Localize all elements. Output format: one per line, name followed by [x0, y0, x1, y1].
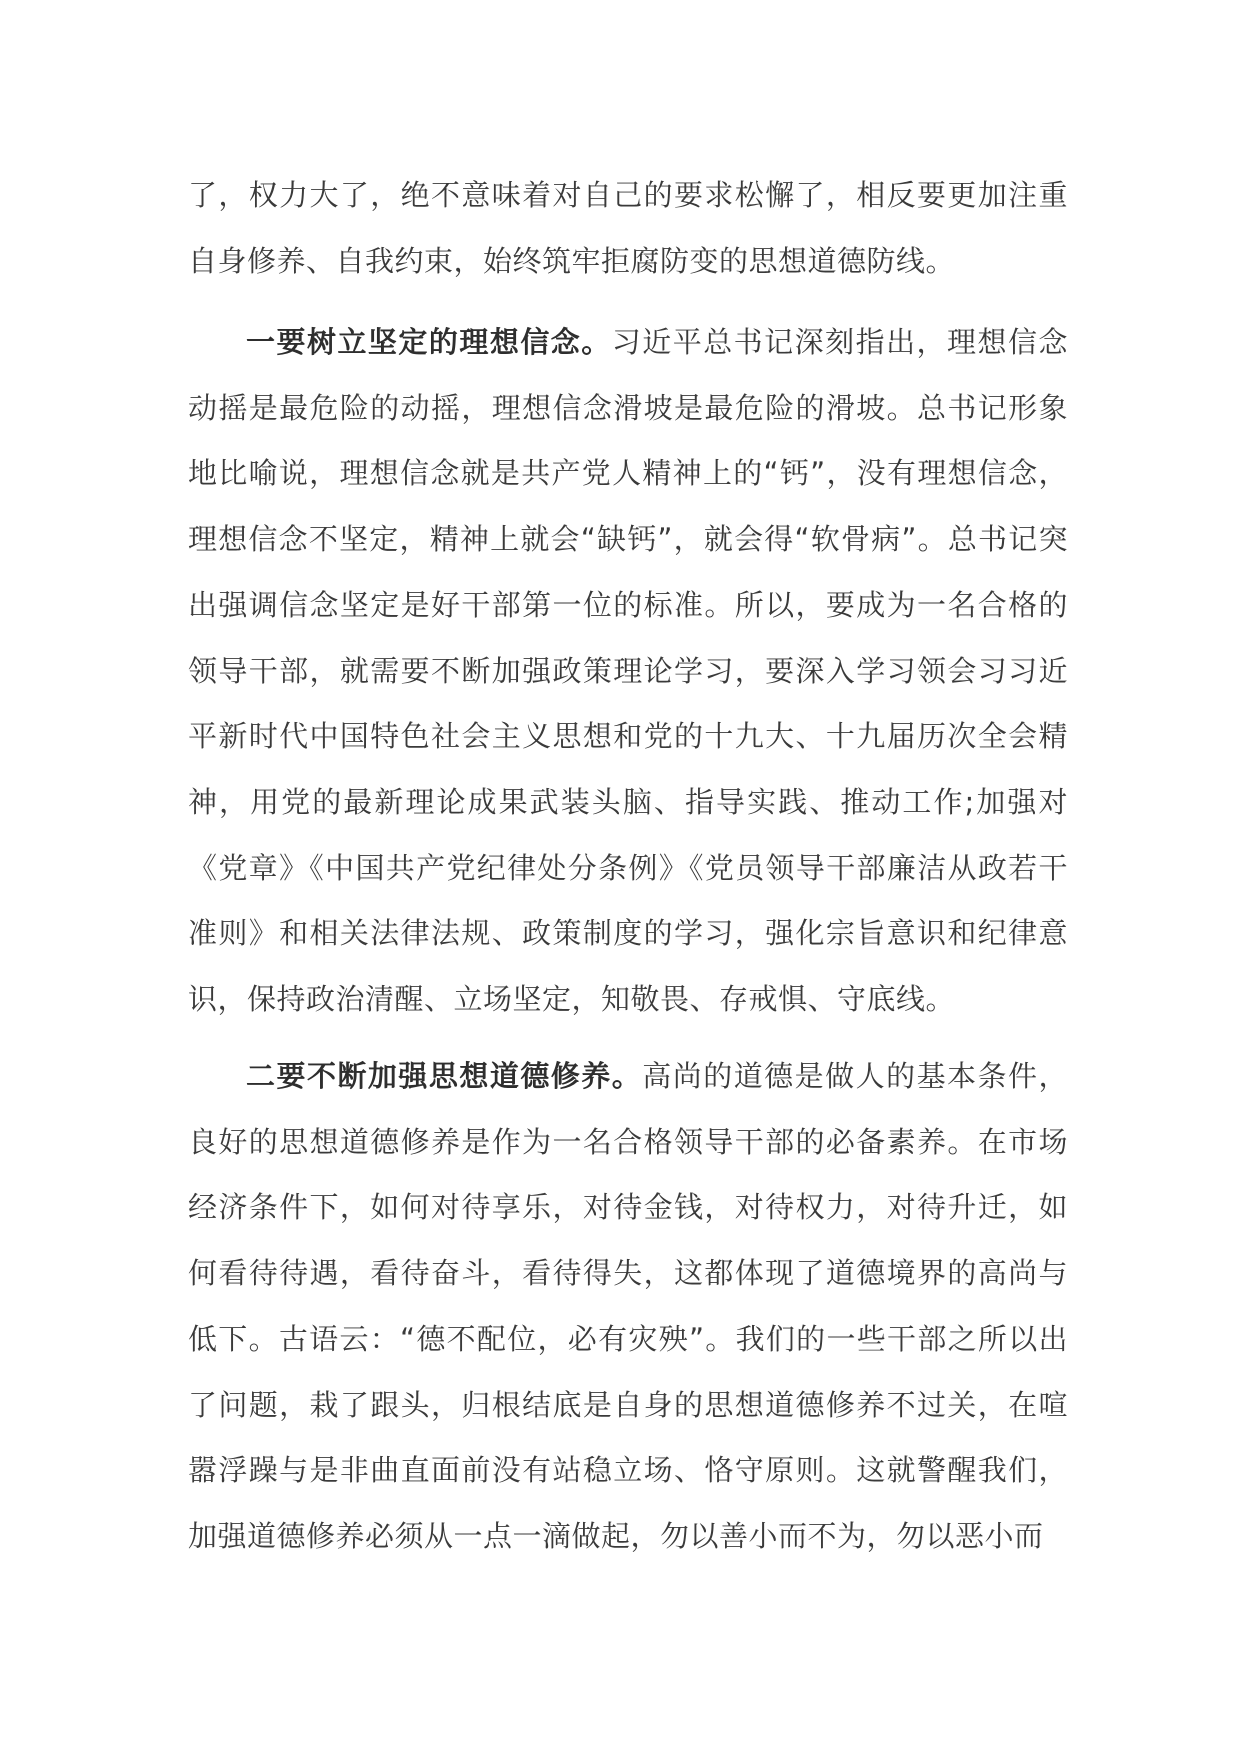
- paragraph-1-lead: 一要树立坚定的理想信念。: [246, 325, 612, 359]
- paragraph-2-body: 高尚的道德是做人的基本条件，良好的思想道德修养是作为一名合格领导干部的必备素养。在市场经济条件下，如何对待享乐，对待金钱，对待权力，对待升迁，如何看待待遇，看待奋斗，看待得失，这都体现了道德境界的高尚与低下。古语云：“德不配位，必有灾殃”。我们的一些干部之所以出了问题，栽了跟头，归根结底是自身的思想道德修养不过关，在喧嚣浮躁与是非曲直面前没有站稳立场、恪守原则。这就警醒我们，加强道德修养必须从一点一滴做起，勿以善小而不为，勿以恶小而: [188, 1059, 1068, 1553]
- paragraph-moral-cultivation: [188, 1044, 1068, 1570]
- paragraph-2-lead: 二要不断加强思想道德修养。: [246, 1059, 643, 1093]
- paragraph-intro-body: 了，权力大了，绝不意味着对自己的要求松懈了，相反要更加注重自身修养、自我约束，始终筑牢拒腐防变的思想道德防线。: [188, 178, 1068, 278]
- paragraph-1-body: 习近平总书记深刻指出，理想信念动摇是最危险的动摇，理想信念滑坡是最危险的滑坡。总书记形象地比喻说，理想信念就是共产党人精神上的“钙”，没有理想信念，理想信念不坚定，精神上就会“缺钙”，就会得“软骨病”。总书记突出强调信念坚定是好干部第一位的标准。所以，要成为一名合格的领导干部，就需要不断加强政策理论学习，要深入学习领会习习近平新时代中国特色社会主义思想和党的十九大、十九届历次全会精神，用党的最新理论成果武装头脑、指导实践、推动工作;加强对《党章》《中国共产党纪律处分条例》《党员领导干部廉洁从政若干准则》和相关法律法规、政策制度的学习，强化宗旨意识和纪律意识，保持政治清醒、立场坚定，知敬畏、存戒惧、守底线。: [188, 325, 1068, 1017]
- paragraph-ideals-conviction: [188, 310, 1068, 1033]
- paragraph-intro: [188, 163, 1068, 294]
